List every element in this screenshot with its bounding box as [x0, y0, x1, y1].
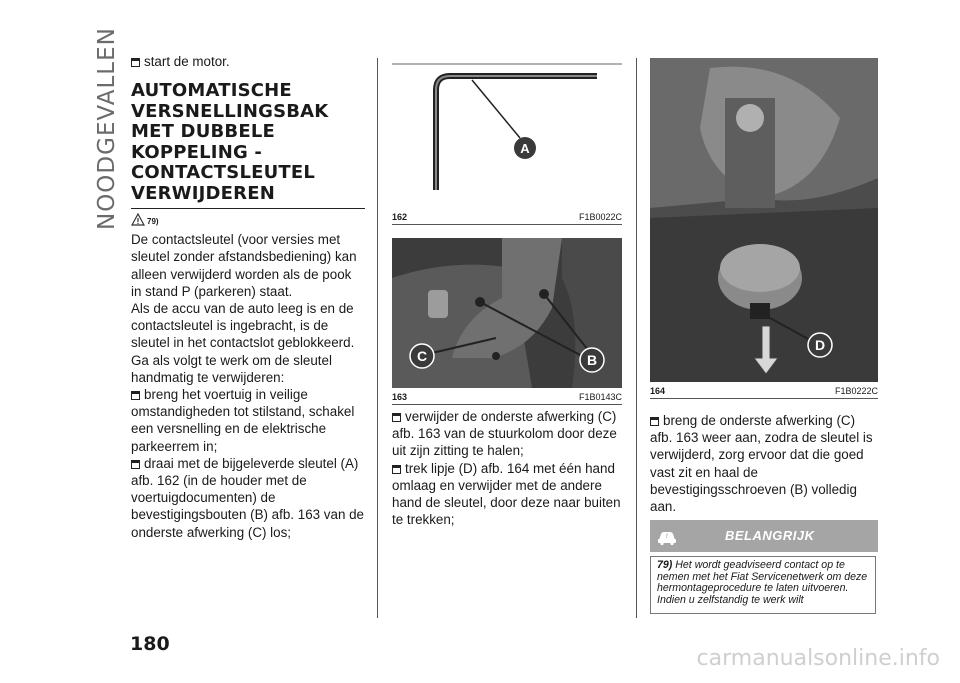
paragraph: De contactsleutel (voor versies met sleutel zonder afstandsbediening) kan alleen verwijderd worden als de pook in stand P (parkeren) staat. [131, 232, 357, 299]
caption-rule [392, 224, 622, 225]
list-item: draai met de bijgeleverde sleutel (A) afb. 162 (in de houder met de voertuigdocumenten) de bevestigingsbouten (B) afb. 163 van de onderste afwerking (C) los; [131, 455, 365, 540]
note-reference[interactable]: 79) [147, 217, 159, 227]
car-warning-icon [656, 526, 678, 546]
svg-text:!: ! [665, 534, 669, 540]
notice-text: Het wordt geadviseerd contact op te nemen met het Fiat Servicenetwerk om deze hermontageprocedure te laten uitvoeren. Indien u zelfstandig te werk wilt [657, 559, 868, 606]
callout-d-label: D [814, 337, 826, 353]
callout-a-label: A [520, 141, 530, 156]
checkbox-bullet-icon [392, 465, 401, 474]
figure-code: F1B0222C [834, 386, 878, 396]
warning-reference [131, 213, 365, 231]
callout-b-label: B [586, 352, 598, 368]
column-1 [131, 53, 365, 541]
section-title: NOODGEVALLEN [94, 27, 120, 230]
figure-162-image [392, 58, 622, 206]
checkbox-bullet-icon [131, 391, 140, 400]
notice-header [650, 520, 878, 552]
list-item: breng het voertuig in veilige omstandigheden tot stilstand, schakel een versnelling en de elektrische parkeerrem in; [131, 387, 355, 454]
paragraph: Ga als volgt te werk om de sleutel handmatig te verwijderen: [131, 352, 332, 385]
column-divider [377, 58, 378, 618]
figure-164-image [650, 58, 878, 382]
figure-caption [392, 212, 622, 222]
paragraph: Als de accu van de auto leeg is en de contactsleutel is ingebracht, is de sleutel in het contactslot geblokkeerd. [131, 301, 355, 351]
list-item: breng de onderste afwerking (C) afb. 163 weer aan, zodra de sleutel is verwijderd, zorg ervoor dat die goed vast zit en haal de bevestigingsschroeven (B) volledig aan. [650, 413, 873, 515]
figure-code: F1B0022C [578, 212, 622, 222]
figure-number: 163 [392, 392, 408, 402]
figure-caption [392, 392, 622, 402]
figure-caption [650, 386, 878, 396]
column-3 [650, 412, 878, 515]
figure-code: F1B0143C [578, 392, 622, 402]
checkbox-bullet-icon [392, 413, 401, 422]
column-2 [392, 408, 622, 528]
checkbox-bullet-icon [131, 460, 140, 469]
note-reference: 79) [657, 559, 673, 571]
checkbox-bullet-icon [131, 58, 140, 67]
caption-rule [392, 404, 622, 405]
notice-title: BELANGRIJK [725, 528, 815, 543]
section-side-label [68, 27, 128, 235]
checkbox-bullet-icon [650, 417, 659, 426]
list-item: verwijder de onderste afwerking (C) afb. 163 van de stuurkolom door deze uit zijn zitting te halen; [392, 409, 617, 459]
figure-163-image [392, 238, 622, 388]
watermark: carmanualsonline.info [696, 646, 940, 671]
list-item: trek lipje (D) afb. 164 met één hand omlaag en verwijder met de andere hand de sleutel, door deze naar buiten te trekken; [392, 460, 621, 528]
page-number: 180 [130, 633, 170, 655]
warning-triangle-icon [131, 213, 145, 226]
section-heading: AUTOMATISCHE VERSNELLINGSBAK MET DUBBELE KOPPELING - CONTACTSLEUTEL VERWIJDEREN [131, 81, 365, 209]
figure-number: 164 [650, 386, 666, 396]
column-divider [636, 58, 637, 618]
callout-c-label: C [416, 348, 428, 364]
notice-body [650, 556, 876, 614]
figure-number: 162 [392, 212, 408, 222]
caption-rule [650, 398, 878, 399]
list-item: start de motor. [131, 53, 365, 70]
